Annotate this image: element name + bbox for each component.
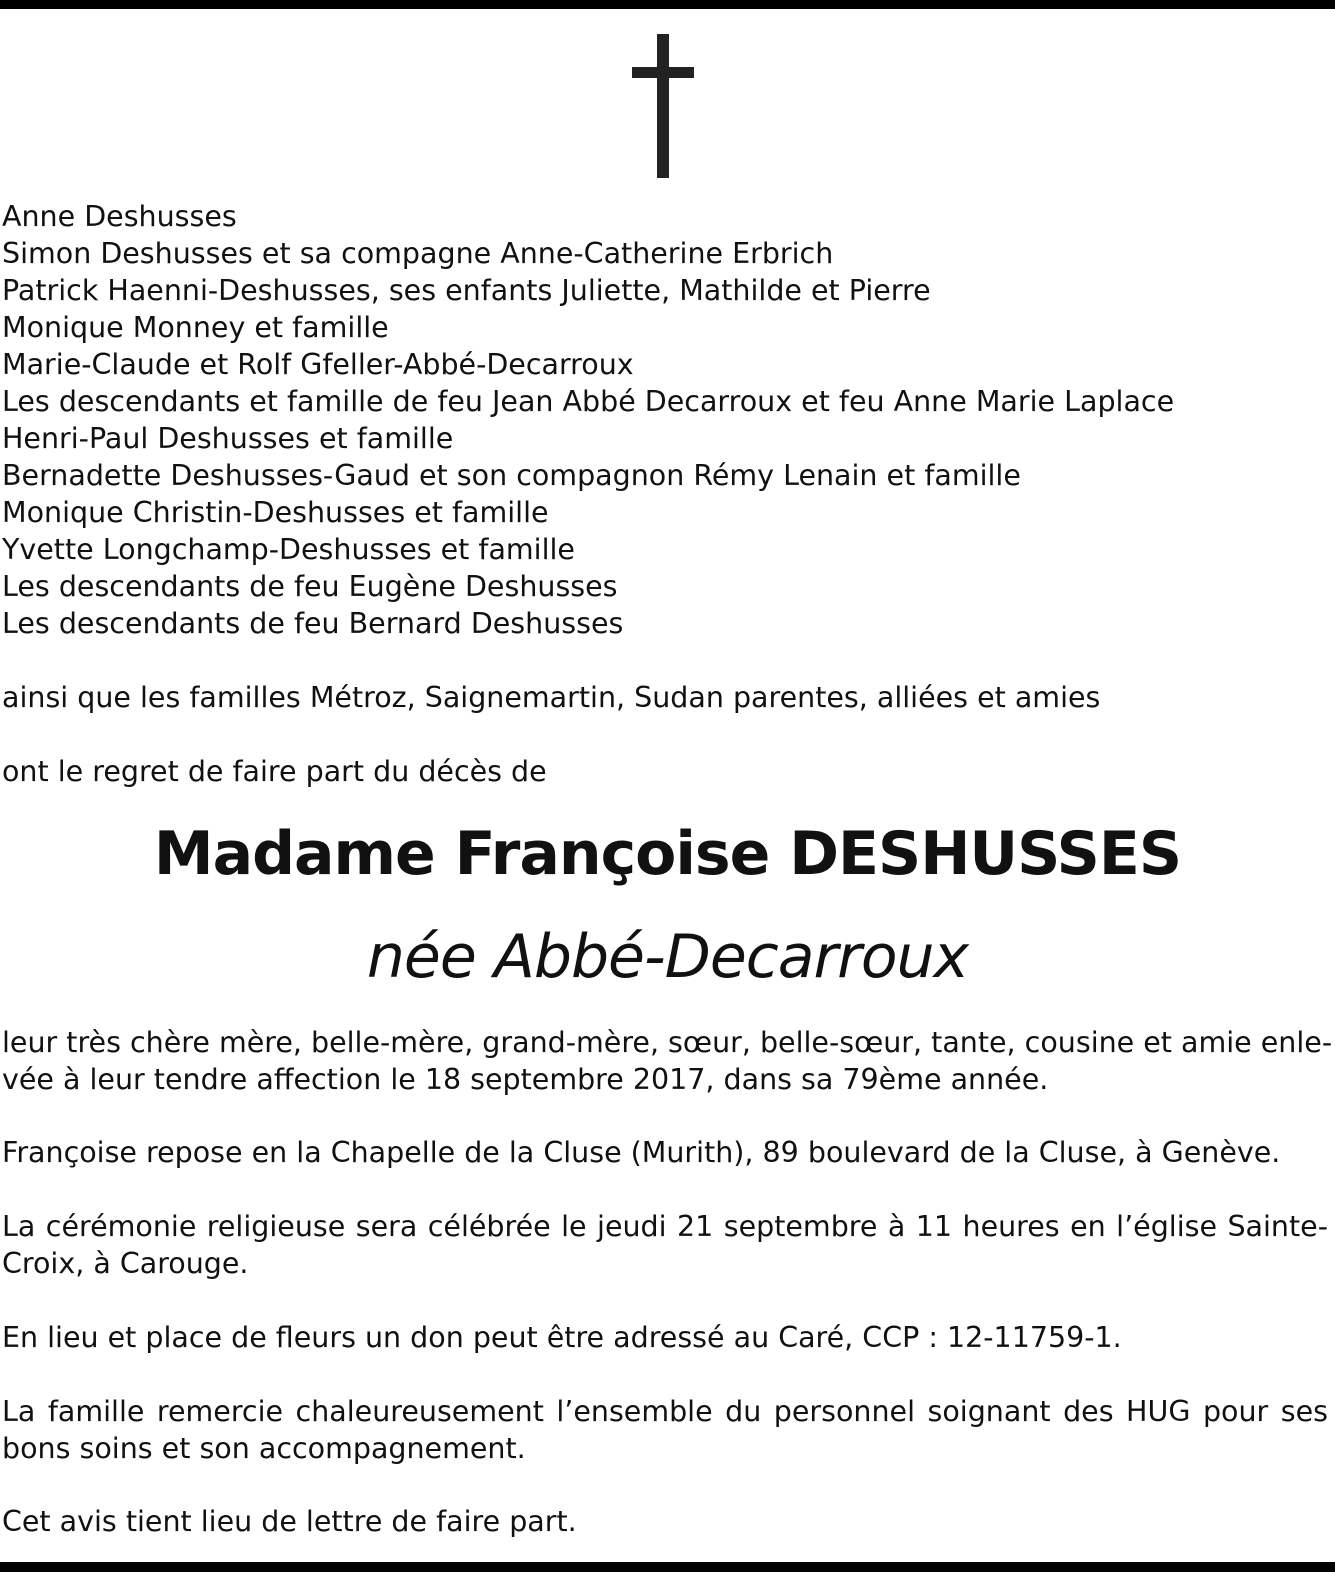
tribute-line: vée à leur tendre affection le 18 septembre 2017, dans sa 79ème année.	[2, 1063, 1049, 1096]
family-member: Les descendants de feu Bernard Deshusses	[2, 607, 624, 640]
tribute-paragraph	[2, 1024, 1333, 1098]
ceremony-line: Croix, à Carouge.	[2, 1247, 249, 1280]
family-member: Les descendants de feu Eugène Deshusses	[2, 570, 618, 603]
family-member: Bernadette Deshusses-Gaud et son compagnon Rémy Lenain et famille	[2, 459, 1021, 492]
bottom-border-rule	[0, 1562, 1335, 1572]
family-member: Henri-Paul Deshusses et famille	[2, 422, 454, 455]
family-member: Marie-Claude et Rolf Gfeller-Abbé-Decarroux	[2, 348, 634, 381]
repose-line: Françoise repose en la Chapelle de la Cluse (Murith), 89 boulevard de la Cluse, à Genève.	[2, 1136, 1281, 1169]
family-member: Simon Deshusses et sa compagne Anne-Catherine Erbrich	[2, 237, 834, 270]
family-member: Patrick Haenni-Deshusses, ses enfants Juliette, Mathilde et Pierre	[2, 274, 931, 307]
notice-paragraph	[2, 1503, 1328, 1540]
donation-paragraph	[2, 1319, 1328, 1356]
thanks-line: La famille remercie chaleureusement l’ensemble du personnel soignant des HUG pour ses	[2, 1395, 1328, 1428]
ceremony-paragraph	[2, 1208, 1328, 1282]
thanks-line: bons soins et son accompagnement.	[2, 1432, 526, 1465]
allied-families: ainsi que les familles Métroz, Saignemartin, Sudan parentes, alliées et amies	[2, 681, 1101, 714]
ceremony-line: La cérémonie religieuse sera célébrée le jeudi 21 septembre à 11 heures en l’église Sainte-	[2, 1210, 1328, 1243]
family-member: Monique Christin-Deshusses et famille	[2, 496, 549, 529]
donation-line: En lieu et place de fleurs un don peut être adressé au Caré, CCP : 12-11759-1.	[2, 1321, 1122, 1354]
thanks-paragraph	[2, 1393, 1328, 1467]
notice-line: Cet avis tient lieu de lettre de faire part.	[2, 1505, 577, 1538]
deceased-name: Madame Françoise DESHUSSES	[153, 819, 1182, 889]
tribute-line: leur très chère mère, belle-mère, grand-mère, sœur, belle-sœur, tante, cousine et amie enle-	[2, 1026, 1333, 1059]
regret-statement: ont le regret de faire part du décès de	[2, 755, 547, 788]
maiden-name: née Abbé-Decarroux	[366, 922, 969, 992]
family-member: Monique Monney et famille	[2, 311, 389, 344]
family-list	[2, 198, 1330, 642]
top-border-rule	[0, 0, 1335, 9]
family-member: Les descendants et famille de feu Jean Abbé Decarroux et feu Anne Marie Laplace	[2, 385, 1175, 418]
repose-paragraph	[2, 1134, 1328, 1171]
family-member: Yvette Longchamp-Deshusses et famille	[2, 533, 575, 566]
family-member: Anne Deshusses	[2, 200, 237, 233]
cross-icon	[632, 34, 694, 178]
